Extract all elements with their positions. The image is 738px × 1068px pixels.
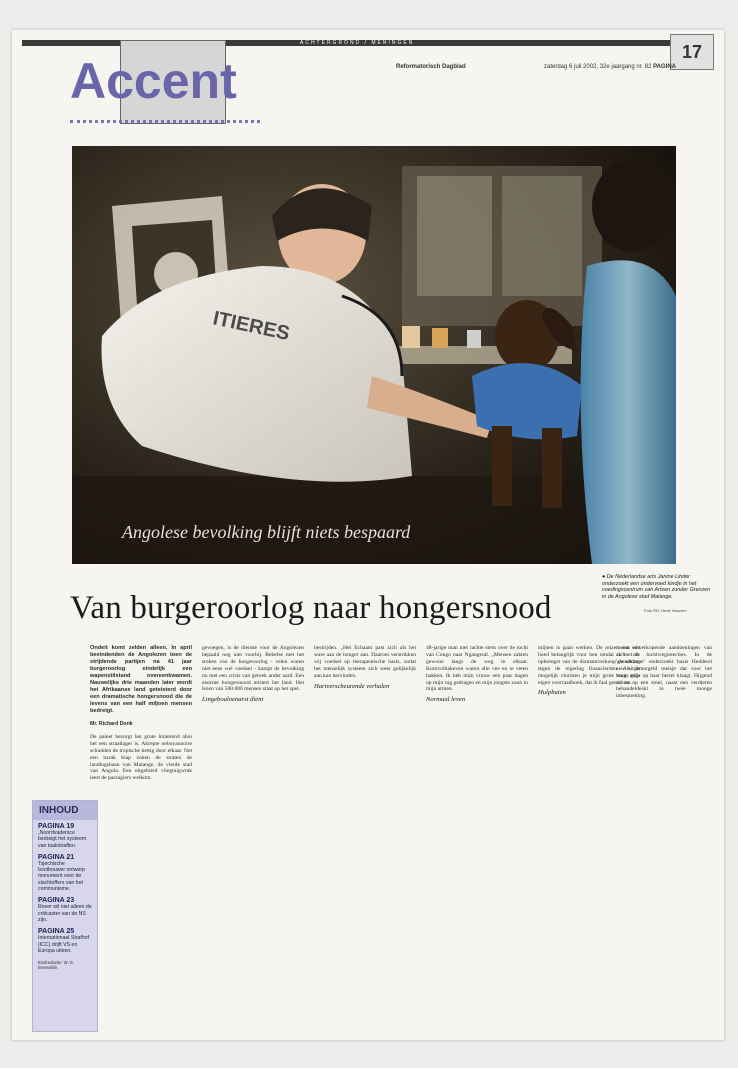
subheading-4: Hulpbuien — [538, 689, 566, 697]
column-1-text: De paleet bezorgt het grote hinterend aboi het een straatlager is. Ahrepte neboyannoire schudden de tropische hettig door elkaar. Net een barak klap zoken de straten de landingsbaan van Malange, de vierde stad van Angola. Een uitgebreid vliegtuigwrak leert de passagiers welkom. — [90, 733, 192, 782]
article-column-1 — [90, 645, 192, 1040]
photo-side-caption: ● De Nederlandse arts Janine Linder onderzoekt een ondervoed kindje in het voedingscentrum van Artsen zonder Grenzen in de Angolese stad Malange. — [602, 574, 711, 600]
inhoud-page: PAGINA 23 — [38, 897, 75, 905]
photo-overlay-caption: Angolese bevolking blijft niets bespaard — [122, 522, 411, 542]
article-column-3 — [314, 645, 416, 1040]
inhoud-box — [32, 800, 98, 1032]
subheading-3: Normaal leven — [426, 696, 466, 704]
inhoud-text: „Noordvadersce bedreigt het systeem van taakstraffen. — [38, 830, 87, 849]
section-title: Accent — [70, 53, 237, 109]
column-5-text: mijnen is gaan werken. De reizen van een hoed belangrijk voor hen omdat ze met de opbrengst van de diamantverkoop de oorlog tegen de regering financierden. Als ik mogelijk vluchten je mijn grote voor mijn eigen voorraadhoek, dat ik faal geen brea. — [538, 645, 640, 686]
shirt-text: ITIERES — [210, 307, 292, 346]
column-3-text: bestrijden. „Het Echaam past zich als het ware aan de honger aan. Daarom verstrikken wij voedsel op therapeutische basis, zodat het menselijk systeem zich weer gelijkelijk aan kan hervinden. — [314, 645, 416, 679]
page-number: 17 — [670, 34, 714, 70]
inhoud-item[interactable] — [33, 925, 97, 956]
article-intro: Ondeit komt zelden alleen. In april beeindenden de Angolezen toen de strijdende partijen na 41 jaar burgeroorlog eindelijk een wapenstilstand overeenkwamen. Nauwelijks drie maanden later wordt het Afrikaanse land geteisterd door een dramatische hongersnood die de levens van een half miljoen mensen bedreigt. — [90, 645, 192, 714]
subheading-2: Hartverscheurende verhalen — [314, 682, 390, 690]
inhoud-title: INHOUD — [33, 801, 97, 820]
subheading-1: Lingeboaloenarst dient — [202, 696, 264, 704]
inhoud-page: PAGINA 25 — [38, 928, 75, 936]
inhoud-text: Tsjechische bootbouwer ontwerp monument voor de slachtoffers van het communisme. — [38, 860, 86, 893]
inhoud-item[interactable] — [33, 894, 97, 925]
main-photo — [72, 146, 676, 564]
inhoud-item[interactable] — [33, 820, 97, 851]
article-column-6 — [616, 645, 712, 1040]
dotted-divider — [70, 120, 260, 123]
headline: Van burgeroorlog naar hongersnood — [70, 590, 552, 626]
inhoud-page: PAGINA 21 — [38, 853, 75, 861]
date-line: zaterdag 6 juli 2002, 32e jaargang nr. 82 PAGINA — [544, 64, 676, 70]
column-6-text: meest uitverkopende aandoeningen van zich uit luchtwegintecties. In de 'grondkamer' onderzoekt basis Heddersl een uitgemergeld meisje dat voor het brugs grijs op haar bertel klaagt. Hijgend zit ze op een stoel, naast een verdieren behandeldeski in twee mooge inbesmetting. — [616, 645, 712, 700]
article-column-2 — [202, 645, 304, 1040]
column-4-text: 48-jarige man met rachte stem over de tocht van Congo naar Ngangeuil. „Mensen zakten gewoon langs de weg in elkaar. Kornvolhakeven waren alle vee en te veten hakken. Ik heb mijn vrouw een paar dagen op mijn rug gedragen en mijn jongste zoon in mijn armen. — [426, 645, 528, 693]
column-2-text: gevoegen, is de dienste voor de Angolezen bepaald nog niet voorbij. Rebelse met het stoken van de burgeroorlog - velen waren niet eens wel voedsel - kampt de bevolking nu met een crisis van gebrek ander aard. Een enorme hongersnood teistert het land. Het lezen van 500.000 mensen staat op het spel. — [202, 645, 304, 693]
section-label: ACHTERGROND / MENINGEN — [300, 40, 415, 46]
inhoud-text: Internationaal Strafhof (ICC) drijft VS en Europa uiteen. — [38, 935, 90, 954]
byline: Mr. Richard Donk — [90, 721, 133, 727]
photo-illustration — [72, 146, 676, 564]
inhoud-item[interactable] — [33, 851, 97, 894]
inhoud-text: Rover wil niet alleen de criticaster van de NS zijn. — [38, 904, 92, 923]
article-column-4 — [426, 645, 528, 1040]
newspaper-page — [12, 30, 724, 1040]
paper-name: Reformatorisch Dagblad — [396, 64, 466, 70]
inhoud-credit: Eindredactie: W. G. Bresselink — [38, 960, 75, 971]
inhoud-page: PAGINA 19 — [38, 823, 75, 830]
photo-credit: Foto RD, Henk Visscher — [644, 608, 687, 613]
